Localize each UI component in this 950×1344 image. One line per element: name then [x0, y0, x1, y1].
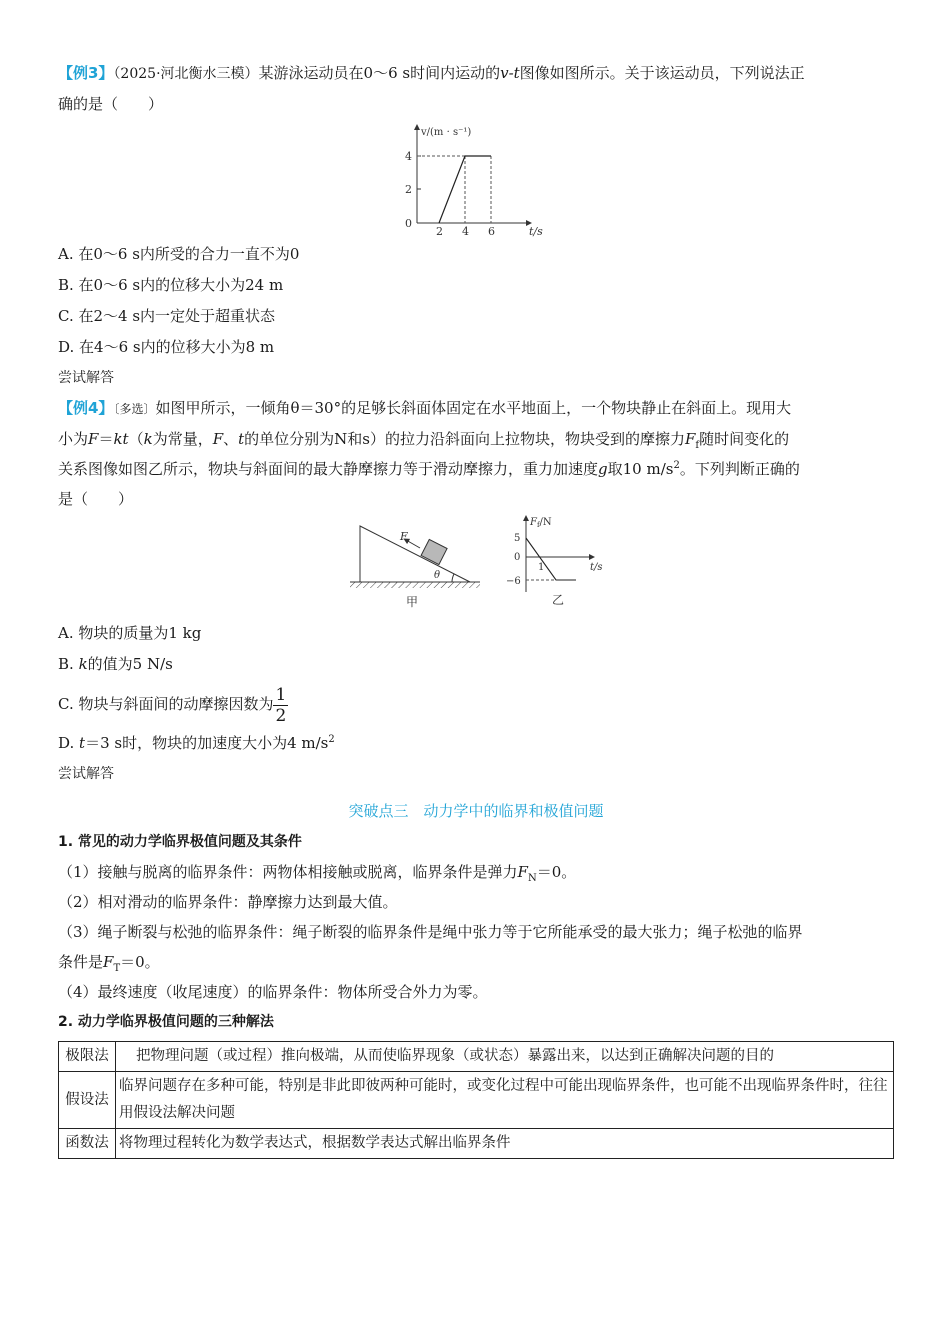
table-row	[59, 1042, 894, 1072]
ex4-option-c-fraction: $\frac{1}{2}$	[275, 684, 287, 726]
ex4-stem-line3: 关系图像如图乙所示，物块与斜面间的最大静摩擦力等于滑动摩擦力，重力加速度g取10 $m/s^2$。下列判断正确的	[58, 460, 800, 478]
ex4-block	[421, 539, 447, 564]
ex4-stem-line4: 是（ ）	[58, 490, 134, 508]
page	[58, 58, 894, 1159]
ex3-stem-line1	[58, 58, 894, 89]
method-desc: 把物理问题（或过程）推向极端，从而使临界现象（或状态）暴露出来，以达到正确解决问题的目的	[116, 1042, 894, 1072]
ex3-xlabel: t/s	[529, 225, 543, 238]
ex4-caption-yi: 乙	[552, 593, 565, 607]
ex4-angle-arc	[452, 574, 454, 582]
ex4-option-d: D. t＝3 s时，物块的加速度大小为4 $m/s^2$	[58, 734, 335, 752]
condition-3-cont: 条件是$F_T=0$。	[58, 953, 160, 974]
method-name: 假设法	[59, 1072, 116, 1129]
ex3-option-c: C. 在2～4 s内一定处于超重状态	[58, 307, 276, 325]
table-row	[59, 1129, 894, 1159]
ex3-option-d: D. 在4～6 s内的位移大小为8 m	[58, 338, 275, 356]
condition-4: （4）最终速度（收尾速度）的临界条件：物体所受合外力为零。	[58, 983, 488, 1001]
ex4-force-arrow	[406, 540, 420, 548]
method-name: 极限法	[59, 1042, 116, 1072]
table-row	[59, 1072, 894, 1129]
ex4-yi-xlabel: t/s	[590, 562, 603, 573]
method-name: 函数法	[59, 1129, 116, 1159]
ex3-xtick-4: 4	[462, 225, 469, 238]
ex3-stem-a: 某游泳运动员在0～6 s时间内运动的	[258, 64, 501, 82]
ex4-angle-label: θ	[434, 570, 441, 581]
condition-2: （2）相对滑动的临界条件：静摩擦力达到最大值。	[58, 893, 398, 911]
ex3-stem-line2: 确的是（ ）	[58, 95, 164, 113]
ex4-option-c: C. 物块与斜面间的动摩擦因数为 $\frac{1}{2}$	[58, 684, 287, 726]
ex3-try-answer: 尝试解答	[58, 370, 114, 386]
section-heading-2: 2. 动力学临界极值问题的三种解法	[58, 1014, 274, 1030]
ex4-option-a: A. 物块的质量为1 kg	[58, 624, 202, 642]
ex4-yi-ybottom: −6	[506, 576, 521, 587]
ex3-xtick-2: 2	[436, 225, 443, 238]
ex3-vt-graph	[391, 121, 561, 239]
ex4-caption-jia: 甲	[406, 595, 419, 609]
ex4-l1: 如图甲所示，一倾角θ＝30°的足够长斜面体固定在水平地面上，一个物块静止在斜面上。现用大	[155, 399, 792, 417]
ex3-ytick-4: 4	[405, 150, 412, 163]
ex3-option-b: B. 在0～6 s内的位移大小为24 m	[58, 276, 284, 294]
ex4-yi-xtick: 1	[538, 562, 545, 573]
ex4-figures	[58, 518, 894, 618]
ex4-stem-line2: 小为F＝kt（k为常量，F、t的单位分别为N和s）的拉力沿斜面向上拉物块，物块受到的摩擦力$F_f$随时间变化的	[58, 430, 790, 451]
condition-3: （3）绳子断裂与松弛的临界条件：绳子断裂的临界条件是绳中张力等于它所能承受的最大张力；绳子松弛的临界	[58, 923, 803, 941]
ex3-ytick-2: 2	[405, 183, 412, 196]
ex4-tag: 【例4】	[58, 399, 114, 417]
ex3-tag: 【例3】	[58, 64, 114, 82]
ex4-try-answer: 尝试解答	[58, 766, 114, 782]
ex4-yi-ytop: 5	[514, 533, 521, 544]
section-title: 突破点三 动力学中的临界和极值问题	[348, 802, 604, 820]
ex3-stem-vt: v-t	[500, 64, 520, 82]
method-desc: 临界问题存在多种可能，特别是非此即彼两种可能时，或变化过程中可能出现临界条件，也可能不出现临界条件时，往往用假设法解决问题	[116, 1072, 894, 1129]
ex4-fig-jia	[348, 518, 488, 614]
ex3-stem-b: 图像如图所示。关于该运动员，下列说法正	[519, 64, 805, 82]
section-heading-1: 1. 常见的动力学临界极值问题及其条件	[58, 834, 302, 850]
ex4-multi-tag: 〔多选〕	[113, 402, 156, 416]
ex4-yi-line	[526, 538, 576, 580]
ex4-yi-ylabel: $F_f/N$	[530, 517, 552, 529]
ex4-force-label: F	[400, 530, 408, 543]
ex3-ylabel: v/(m · s⁻¹)	[421, 127, 472, 138]
ex3-source: （2025·河北衡水三模）	[113, 66, 259, 82]
methods-table	[58, 1041, 894, 1159]
ex3-origin: 0	[405, 217, 412, 230]
ex3-option-a: A. 在0～6 s内所受的合力一直不为0	[58, 245, 300, 263]
ex4-option-b: B. k的值为5 N/s	[58, 655, 173, 673]
ex4-fig-yi	[500, 512, 610, 608]
condition-1: （1）接触与脱离的临界条件：两物体相接触或脱离，临界条件是弹力$F_N=0$。	[58, 863, 577, 884]
ex4-incline	[360, 526, 470, 582]
ex3-xtick-6: 6	[488, 225, 495, 238]
ex4-stem-line1	[58, 393, 894, 424]
method-desc: 将物理过程转化为数学表达式，根据数学表达式解出临界条件	[116, 1129, 894, 1159]
ex4-yi-origin: 0	[514, 552, 521, 563]
ex4-ground-hatch	[350, 582, 480, 588]
